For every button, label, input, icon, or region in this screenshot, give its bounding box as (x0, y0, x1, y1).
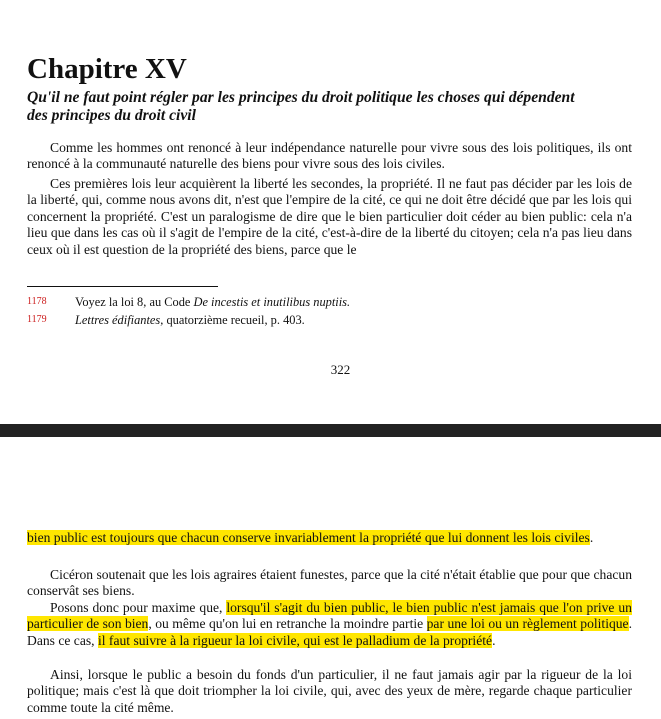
body-paragraph-ciceron: Cicéron soutenait que les lois agraires étaient funestes, parce que la cité n'était établie que pour que chacun conservât ses biens. (27, 567, 632, 599)
footnote-number[interactable]: 1178 (27, 296, 47, 307)
highlight-1[interactable]: bien public est toujours que chacun conserve invariablement la propriété que lui donnent les lois civiles (27, 530, 590, 545)
page-number: 322 (330, 362, 351, 377)
body-paragraph-1: Comme les hommes ont renoncé à leur indépendance naturelle pour vivre sous des lois politiques, ils ont renoncé à la communauté naturelle des biens pour vivre sous des lois civiles. (27, 140, 632, 172)
footnote-italic: Lettres édifiantes, (75, 313, 164, 327)
chapter-subtitle: Qu'il ne faut point régler par les principes du droit politique les choses qui dépendent des principes du droit civil (27, 89, 575, 124)
document-page-bottom (0, 437, 661, 719)
chapter-title: Chapitre XV (27, 53, 187, 85)
text-fragment: , ou même qu'on lui en retranche la moindre partie (148, 616, 427, 632)
highlight-4[interactable]: il faut suivre à la rigueur la loi civile, qui est le palladium de la propriété (97, 632, 493, 648)
body-paragraph-2: Ces premières lois leur acquièrent la liberté les secondes, la propriété. Il ne faut pas décider par les lois de la liberté, qui, comme nous avons dit, n'est que l'empire de la cité, ce qui ne doit être décidé que par les lois qui concernent la propriété. C'est un paralogisme de dire que le bien particulier doit céder au bien public: cela n'a lieu que dans les cas où il s'agit de l'empire de la cité, c'est-à-dire de la liberté du citoyen; cela n'a pas lieu dans ceux où il est question de la propriété des biens, parce que le (27, 176, 632, 257)
highlight-2[interactable]: lorsqu'il s'agit du bien public, le bien public n'est jamais que l'on prive un particulier de son bien (27, 600, 632, 632)
text-fragment: . (589, 530, 594, 545)
footnote-1178 (27, 295, 350, 309)
footnote-1179 (27, 313, 305, 327)
highlight-3[interactable]: par une loi ou un règlement politique (426, 616, 629, 632)
text-fragment: Posons donc pour maxime que, (50, 600, 227, 615)
footnote-number[interactable]: 1179 (27, 314, 47, 325)
footnote-text: Voyez la loi 8, au Code (75, 295, 194, 309)
text-fragment: . Dans ce cas, (27, 616, 633, 648)
body-paragraph-ainsi: Ainsi, lorsque le public a besoin du fonds d'un particulier, il ne faut jamais agir par la rigueur de la loi politique; mais c'est là que doit triompher la loi civile, qui, avec des yeux de mère, regarde chaque particulier comme toute la cité même. (27, 667, 632, 715)
body-paragraph-continued (27, 530, 632, 546)
footnote-italic: De incestis et inutilibus nuptiis. (193, 295, 351, 309)
footnote-divider (27, 286, 218, 287)
footnote-text: quatorzième recueil, p. 403. (163, 313, 305, 327)
page-separator (0, 424, 661, 437)
body-paragraph-maxime (27, 600, 632, 649)
text-fragment: . (492, 632, 496, 648)
